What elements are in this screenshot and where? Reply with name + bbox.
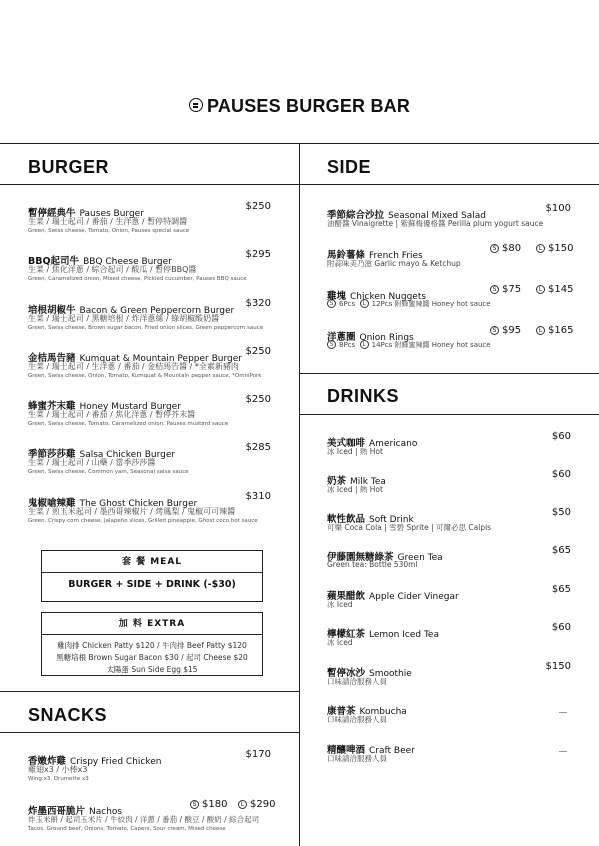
- menu-item-drink: [327, 738, 567, 764]
- item-name-zh: 蜂蜜芥末雞: [28, 401, 76, 412]
- item-price-small: $95: [502, 325, 522, 336]
- item-description-en: Green, Swiss cheese, Onion, Tomato, Kumquat & Mountain pepper sauce, *OmniPork: [28, 373, 262, 379]
- item-description: 冰 Iced | 熱 Hot: [327, 485, 383, 494]
- item-price-large: $165: [548, 325, 574, 336]
- item-name-zh: 洋蔥圈: [327, 332, 356, 343]
- item-description: 油醋醬 Vinaigrette | 紫蘇梅優格醬 Perilla plum yogurt sauce: [327, 219, 544, 228]
- menu-item-side: [327, 203, 571, 229]
- item-description: 生菜 / 煎玉米起司 / 墨西哥辣椒片 / 烤鳳梨 / 鬼椒可可辣醬: [28, 507, 236, 516]
- section-title-snacks: SNACKS: [28, 705, 108, 725]
- item-price-large: $290: [250, 799, 276, 810]
- item-price: $295: [245, 249, 271, 260]
- item-price-small: $80: [502, 243, 522, 254]
- item-name-zh: 暫停冰沙: [327, 668, 366, 679]
- extra-name-zh: 太陽蛋: [106, 665, 129, 674]
- item-description: 生菜 / 瑞士起司 / 生洋蔥 / 番茄 / 金桔馬告醬 / *全素新豬肉: [28, 362, 239, 371]
- item-description: 口味請洽服務人員: [327, 677, 387, 686]
- divider-side-title: [300, 184, 599, 185]
- item-price-large: $145: [548, 284, 574, 295]
- item-price: $65: [551, 584, 571, 595]
- item-name-en: Onion Rings: [359, 333, 414, 343]
- menu-item-drink: [327, 622, 571, 648]
- item-name-en: Apple Cider Vinegar: [369, 592, 459, 602]
- item-name-en: Americano: [369, 439, 418, 449]
- item-name-en: Craft Beer: [369, 746, 415, 756]
- item-description-large: 14Pcs 附蜂蜜辣醬 Honey hot sauce: [371, 341, 491, 349]
- item-name-en: Chicken Nuggets: [350, 292, 427, 302]
- item-name-zh: 鬼椒嗆辣雞: [28, 498, 76, 509]
- item-price: $250: [245, 201, 271, 212]
- item-name-zh: 軟性飲品: [327, 514, 366, 525]
- item-name-zh: 金桔馬告豬: [28, 353, 76, 364]
- menu-item-drink: [327, 699, 567, 725]
- item-description-en: Green, Crispy corn cheese, Jalapeño slices, Grilled pineapple, Ghost coco hot sauce: [28, 518, 258, 524]
- item-description: 冰 Iced: [327, 600, 353, 609]
- extra-line: [42, 652, 262, 664]
- item-description: 口味請洽服務人員: [327, 754, 387, 763]
- item-name-zh: 康普茶: [327, 706, 356, 717]
- item-price: $60: [551, 622, 571, 633]
- menu-item-burger: [28, 298, 271, 331]
- item-description: 生菜 / 焦化洋蔥 / 綜合起司 / 酸瓜 / 暫停BBQ醬: [28, 265, 197, 274]
- divider-center: [299, 143, 300, 846]
- menu-item-drink: [327, 507, 571, 533]
- small-size-icon: S: [327, 299, 336, 308]
- item-name-en: Green Tea: [397, 553, 443, 563]
- item-name-en: Pauses Burger: [79, 209, 144, 219]
- menu-item-burger: [28, 394, 271, 427]
- section-title-drinks: DRINKS: [327, 386, 400, 406]
- item-price-small: $75: [502, 284, 522, 295]
- menu-item-drink: [327, 584, 571, 610]
- item-name-zh: 精釀啤酒: [327, 745, 366, 756]
- item-name-en: Soft Drink: [369, 515, 414, 525]
- section-title-burger: BURGER: [28, 157, 110, 177]
- extra-name-zh: 黑糖培根: [56, 653, 87, 662]
- item-name-en: Kombucha: [359, 707, 407, 717]
- item-description: 炸玉米餅 / 起司玉米片 / 牛絞肉 / 洋蔥 / 番茄 / 酸豆 / 酸奶 / 綜合起司: [28, 815, 260, 824]
- item-description: 附蒜味美乃滋 Garlic mayo & Ketchup: [327, 259, 461, 268]
- large-size-icon: L: [360, 340, 369, 349]
- item-price-large: $150: [548, 243, 574, 254]
- menu-item-drink: [327, 661, 571, 687]
- extra-toppings-title: 加 料 EXTRA: [42, 613, 262, 635]
- item-description-en: Tacos, Ground beef, Onions, Tomato, Capers, Sour cream, Mixed cheese: [28, 826, 226, 832]
- price-placeholder-dash: [559, 751, 567, 752]
- item-name-zh: 季節綜合沙拉: [327, 210, 385, 221]
- item-description: 冰 Iced: [327, 638, 353, 647]
- item-name-zh: 暫停經典牛: [28, 208, 76, 219]
- item-name-zh: 培根胡椒牛: [28, 305, 76, 316]
- menu-item-drink: [327, 545, 571, 569]
- extra-name-en: Sun Side Egg $15: [131, 665, 198, 674]
- item-description: 生菜 / 瑞士起司 / 番茄 / 生洋蔥 / 暫停特調醬: [28, 217, 188, 226]
- item-price: $65: [551, 545, 571, 556]
- extra-name-en: Chicken Patty $120 / 牛肉排 Beef Patty $120: [82, 641, 247, 650]
- menu-item-drink: [327, 469, 571, 495]
- item-name-en: Seasonal Mixed Salad: [388, 211, 486, 221]
- item-description-en: Green, Swiss cheese, Tomato, Onion, Pauses special sauce: [28, 228, 190, 234]
- meal-combo-box: [41, 550, 263, 602]
- item-description: 生菜 / 瑞士起司 / 番茄 / 焦化洋蔥 / 暫停芥末醬: [28, 410, 196, 419]
- item-name-zh: 檸檬紅茶: [327, 629, 366, 640]
- item-name-en: Bacon & Green Peppercorn Burger: [79, 306, 235, 316]
- item-name-zh: BBQ起司牛: [28, 256, 80, 267]
- small-size-icon: S: [490, 285, 499, 294]
- menu-item-side: [327, 243, 574, 269]
- item-name-en: Milk Tea: [350, 477, 386, 487]
- item-name-zh: 香嫩炸雞: [28, 756, 67, 767]
- item-description: Green tea: Bottle 530ml: [327, 560, 418, 569]
- item-name-en: Salsa Chicken Burger: [79, 450, 176, 460]
- divider-snacks-title: [0, 732, 299, 733]
- small-size-icon: S: [190, 800, 199, 809]
- item-price: $100: [545, 203, 571, 214]
- item-name-en: Crispy Fried Chicken: [70, 757, 162, 767]
- menu-item-burger: [28, 442, 271, 475]
- item-description-en: Green, Swiss cheese, Common yam, Seasonal salsa sauce: [28, 469, 189, 475]
- extra-name-en: Brown Sugar Bacon $30 / 起司 Cheese $20: [88, 653, 248, 662]
- item-price: $310: [245, 491, 271, 502]
- meal-combo-title: 套 餐 MEAL: [42, 551, 262, 573]
- item-price: $60: [551, 431, 571, 442]
- item-name-zh: 伊藤園無糖綠茶: [327, 552, 394, 563]
- menu-item-snack: [28, 749, 271, 782]
- divider-side-drinks: [300, 373, 599, 374]
- item-description: 冰 Iced | 熱 Hot: [327, 447, 383, 456]
- menu-item-side: [327, 325, 574, 350]
- small-size-icon: S: [490, 326, 499, 335]
- menu-item-burger: [28, 201, 271, 234]
- small-size-icon: S: [327, 340, 336, 349]
- item-price: $50: [551, 507, 571, 518]
- section-title-side: SIDE: [327, 157, 372, 177]
- large-size-icon: L: [536, 326, 545, 335]
- extra-line: [42, 664, 262, 676]
- large-size-icon: L: [360, 299, 369, 308]
- item-name-zh: 炸墨西哥脆片: [28, 806, 86, 817]
- item-description: 雞翅x3 / 小棒x3: [28, 765, 88, 774]
- item-price: $250: [245, 394, 271, 405]
- item-name-zh: 奶茶: [327, 476, 347, 487]
- item-name-en: Lemon Iced Tea: [369, 630, 439, 640]
- item-price: $320: [245, 298, 271, 309]
- item-description: 生菜 / 瑞士起司 / 黑糖培根 / 炸洋蔥絲 / 綠胡椒酸奶醬: [28, 314, 220, 323]
- item-name-zh: 馬鈴薯條: [327, 250, 366, 261]
- item-name-en: Honey Mustard Burger: [79, 402, 181, 412]
- menu-item-side: [327, 284, 574, 309]
- item-description-en: Wing x3, Drumette x3: [28, 776, 89, 782]
- menu-item-burger: [28, 491, 271, 524]
- item-description: 口味請洽服務人員: [327, 715, 387, 724]
- item-price: $150: [545, 661, 571, 672]
- item-name-zh: 美式咖啡: [327, 438, 366, 449]
- menu-item-drink: [327, 431, 571, 457]
- item-name-en: Smoothie: [369, 669, 412, 679]
- large-size-icon: L: [238, 800, 247, 809]
- item-price: $250: [245, 346, 271, 357]
- large-size-icon: L: [536, 285, 545, 294]
- item-name-zh: 季節莎莎雞: [28, 449, 76, 460]
- item-price: $170: [245, 749, 271, 760]
- item-name-zh: 蘋果醋飲: [327, 591, 366, 602]
- item-price-small: $180: [202, 799, 228, 810]
- item-name-en: BBQ Cheese Burger: [83, 257, 172, 267]
- menu-item-snack: [28, 799, 276, 832]
- price-placeholder-dash: [559, 712, 567, 713]
- meal-combo-text: BURGER + SIDE + DRINK (-$30): [68, 579, 236, 590]
- extra-toppings-list: [42, 635, 262, 676]
- item-name-en: Kumquat & Mountain Pepper Burger: [79, 354, 242, 364]
- divider-burger-title: [0, 184, 299, 185]
- pauses-logo-icon: [189, 98, 203, 112]
- item-description: 生菜 / 瑞士起司 / 山藥 / 當季莎莎醬: [28, 458, 156, 467]
- extra-toppings-box: [41, 612, 263, 676]
- menu-item-burger: [28, 346, 271, 379]
- item-price: $60: [551, 469, 571, 480]
- extra-name-zh: 雞肉排: [57, 641, 80, 650]
- menu-item-burger: [28, 249, 271, 282]
- small-size-icon: S: [490, 244, 499, 253]
- item-name-en: The Ghost Chicken Burger: [79, 499, 198, 509]
- large-size-icon: L: [536, 244, 545, 253]
- item-description: 可樂 Coca Cola | 雪碧 Sprite | 可爾必思 Calpis: [327, 523, 492, 532]
- item-price: $285: [245, 442, 271, 453]
- item-name-en: French Fries: [369, 251, 423, 261]
- item-description-en: Green, Caramelized onion, Mixed cheese, Pickled cucumber, Pauses BBQ sauce: [28, 276, 247, 282]
- item-description-small: 6Pcs: [339, 300, 356, 308]
- item-description-en: Green, Swiss cheese, Brown sugar bacon, Fried onion slices, Green peppercorn sauce: [28, 325, 264, 331]
- brand-name: PAUSES BURGER BAR: [206, 96, 411, 116]
- item-description-large: 12Pcs 附蜂蜜辣醬 Honey hot sauce: [371, 300, 491, 308]
- item-name-en: Nachos: [89, 807, 123, 817]
- brand-header: [0, 96, 599, 117]
- divider-burger-snacks: [0, 691, 299, 692]
- divider-drinks-title: [300, 414, 599, 415]
- item-description-en: Green, Swiss cheese, Tomato, Caramelized onion, Pauses mustard sauce: [28, 421, 229, 427]
- extra-line: [42, 640, 262, 652]
- item-name-zh: 雞塊: [327, 291, 347, 302]
- item-description-small: 8Pcs: [339, 341, 356, 349]
